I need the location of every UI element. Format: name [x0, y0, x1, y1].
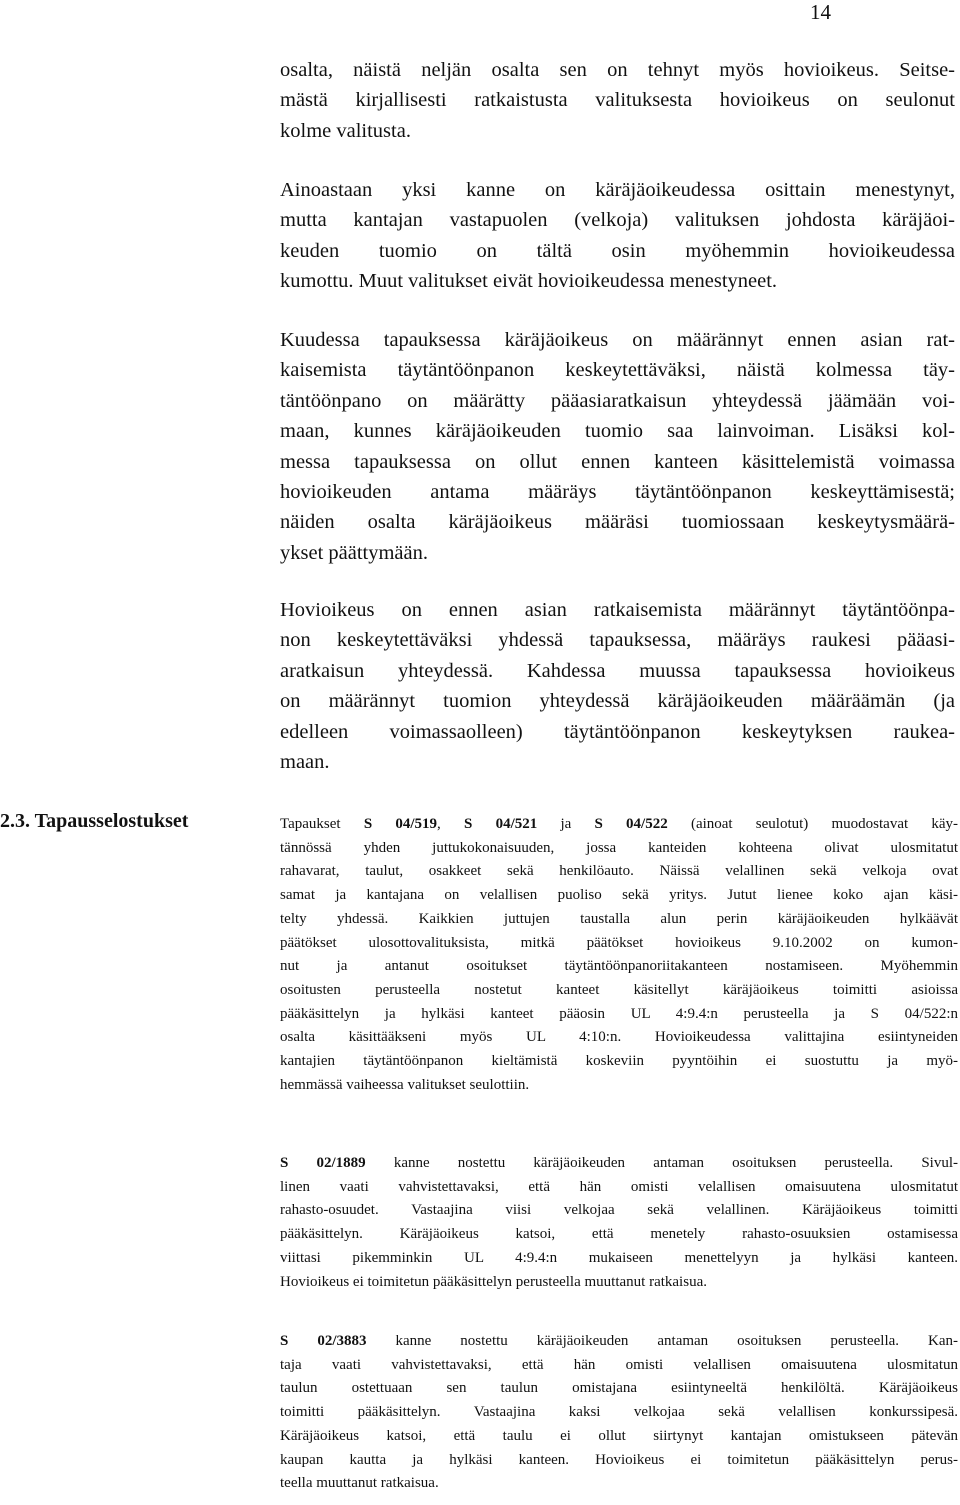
text-line: [280, 813, 958, 837]
text-line: Käräjäoikeus katsoi, että taulu ei ollut siirtynyt kantajan omistukseen pätevän: [280, 1427, 958, 1444]
text-line: näiden osalta käräjäoikeus määräsi tuomiossaan keskeytysmäärä-: [280, 511, 955, 534]
section-title: Tapausselostukset: [34, 810, 189, 832]
case-reference: S 04/521: [464, 816, 538, 832]
text-line: non keskeytettäväksi yhdessä tapauksessa, määräys raukesi pääasi-: [280, 629, 955, 652]
text-line: osalta, näistä neljän osalta sen on tehnyt myös hovioikeus. Seitse-: [280, 59, 955, 81]
paragraph-intro: [280, 55, 955, 146]
case-reference: S 04/522: [594, 816, 668, 832]
text-line: pääkäsittelyn. Käräjäoikeus katsoi, että menetely rahasto-osuuksien ostamisessa: [280, 1226, 958, 1243]
paragraph-outcome: [280, 175, 955, 297]
text-line: hemmässä vaiheessa valitukset seulottiin.: [280, 1076, 530, 1093]
text-line: aratkaisun yhteydessä. Kahdessa muussa tapauksessa hovioikeus: [280, 659, 955, 682]
text-line: [280, 1330, 958, 1354]
text-line: linen vaati vahvistettavaksi, että hän omisti velallisen omaisuutena ulosmitatut: [280, 1178, 958, 1195]
text-line: Kuudessa tapauksessa käräjäoikeus on määrännyt ennen asian rat-: [280, 329, 955, 351]
case-separator: ,: [437, 816, 465, 832]
text-line: pääkäsittelyn ja hylkäsi kanteet pääosin UL 4:9.4:n perusteella ja S 04/522:n: [280, 1005, 958, 1022]
text-line: rahasto-osuudet. Vastaajina viisi velkojaa sekä velallinen. Käräjäoikeus toimitti: [280, 1202, 958, 1219]
section-heading: [0, 810, 188, 833]
case-first-line-tail: kanne nostettu käräjäoikeuden antaman osoituksen perusteella. Kan-: [366, 1333, 958, 1349]
text-line: teella muuttanut ratkaisua.: [280, 1475, 439, 1492]
case-reference: S 02/1889: [280, 1155, 366, 1171]
text-line: taulun ostettuaan sen taulun omistajana esiintyneeltä henkilöltä. Käräjäoikeus: [280, 1380, 958, 1397]
case-separator: ja: [537, 816, 595, 832]
page-number: 14: [810, 0, 831, 24]
text-line: Ainoastaan yksi kanne on käräjäoikeudessa osittain menestynyt,: [280, 179, 955, 201]
text-line: kaisemista täytäntöönpanon keskeytettäväksi, näistä kolmessa täy-: [280, 359, 955, 382]
text-line: hovioikeuden antama määräys täytäntöönpanon keskeyttämisestä;: [280, 481, 955, 504]
text-line: [280, 1152, 958, 1176]
text-line: Hovioikeus on ennen asian ratkaisemista määrännyt täytäntöönpa-: [280, 599, 955, 621]
text-line: toimitti pääkäsittelyn. Vastaajina kaksi velkojaa sekä velallisen konkurssipesä.: [280, 1404, 958, 1421]
case-paragraph-s02-1889: [280, 1152, 958, 1294]
paragraph-district-court-stays: [280, 325, 955, 568]
section-number: 2.3.: [0, 810, 30, 832]
text-line: samat ja kantajana on velallisen puoliso sekä yritys. Jutut lienee koko ajan käsi-: [280, 887, 958, 904]
text-line: tännössä yhden juttukokonaisuuden, jossa kanteiden kohteena olivat ulosmitatut: [280, 839, 958, 856]
text-line: maan.: [280, 751, 330, 774]
case-reference: S 02/3883: [280, 1333, 367, 1349]
text-line: mästä kirjallisesti ratkaistusta valituksesta hovioikeus on seulonut: [280, 89, 955, 112]
text-line: messa tapauksessa on ollut ennen kanteen käsittelemistä voimassa: [280, 450, 955, 473]
text-line: kumottu. Muut valitukset eivät hovioikeudessa menestyneet.: [280, 270, 778, 293]
text-line: täntöönpano on määrätty pääasiaratkaisun yhteydessä jäämään voi-: [280, 389, 955, 412]
case-first-line-tail: (ainoat seulotut) muodostavat käy-: [667, 816, 959, 832]
case-paragraph-s02-3883: [280, 1330, 958, 1496]
text-line: kolme valitusta.: [280, 119, 411, 142]
case-paragraph-s04-519: [280, 813, 958, 1097]
text-line: Hovioikeus ei toimitetun pääkäsittelyn perusteella muuttanut ratkaisua.: [280, 1273, 707, 1290]
paragraph-court-of-appeal-stays: [280, 595, 955, 777]
case-first-line-tail: kanne nostettu käräjäoikeuden antaman osoituksen perusteella. Sivul-: [365, 1155, 959, 1171]
case-intro: Tapaukset: [280, 816, 364, 832]
text-line: maan, kunnes käräjäoikeuden tuomio saa lainvoiman. Lisäksi kol-: [280, 420, 955, 443]
text-line: telty yhdessä. Kaikkien juttujen taustalla alun perin käräjäoikeuden hylkäävät: [280, 910, 958, 927]
text-line: keuden tuomio on tältä osin myöhemmin hovioikeudessa: [280, 239, 955, 262]
text-line: osoitusten perusteella nostetut kanteet käsitellyt käräjäoikeus toimitti asioissa: [280, 981, 958, 998]
text-line: edelleen voimassaolleen) täytäntöönpanon keskeytyksen raukea-: [280, 720, 955, 743]
text-line: kaupan kautta ja hylkäsi kanteen. Hovioikeus ei toimitetun pääkäsittelyn perus-: [280, 1451, 958, 1468]
text-line: taja vaati vahvistettavaksi, että hän omisti velallisen omaisuutena ulosmitatun: [280, 1356, 958, 1373]
text-line: rahavarat, taulut, osakkeet sekä henkilöauto. Näissä velallinen sekä velkoja ovat: [280, 863, 958, 880]
case-reference: S 04/519: [363, 816, 438, 832]
text-line: mutta kantajan vastapuolen (velkoja) valituksen johdosta käräjäoi-: [280, 209, 955, 232]
text-line: ykset päättymään.: [280, 541, 429, 564]
text-line: viittasi pikemminkin UL 4:9.4:n mukaiseen menettelyyn ja hylkäsi kanteen.: [280, 1249, 958, 1266]
text-line: päätökset ulosottovalituksista, mitkä päätökset hovioikeus 9.10.2002 on kumon-: [280, 934, 958, 951]
text-line: osalta käsittääkseni myös UL 4:10:n. Hovioikeudessa valittajina esiintyneiden: [280, 1029, 958, 1046]
text-line: nut ja antanut osoitukset täytäntöönpanoriitakanteen nostamiseen. Myöhemmin: [280, 958, 958, 975]
text-line: on määrännyt tuomion yhteydessä käräjäoikeuden määräämän (ja: [280, 690, 955, 713]
text-line: kantajien täytäntöönpanon kieltämistä koskeviin pyyntöihin ei suostuttu ja myö-: [280, 1053, 958, 1070]
